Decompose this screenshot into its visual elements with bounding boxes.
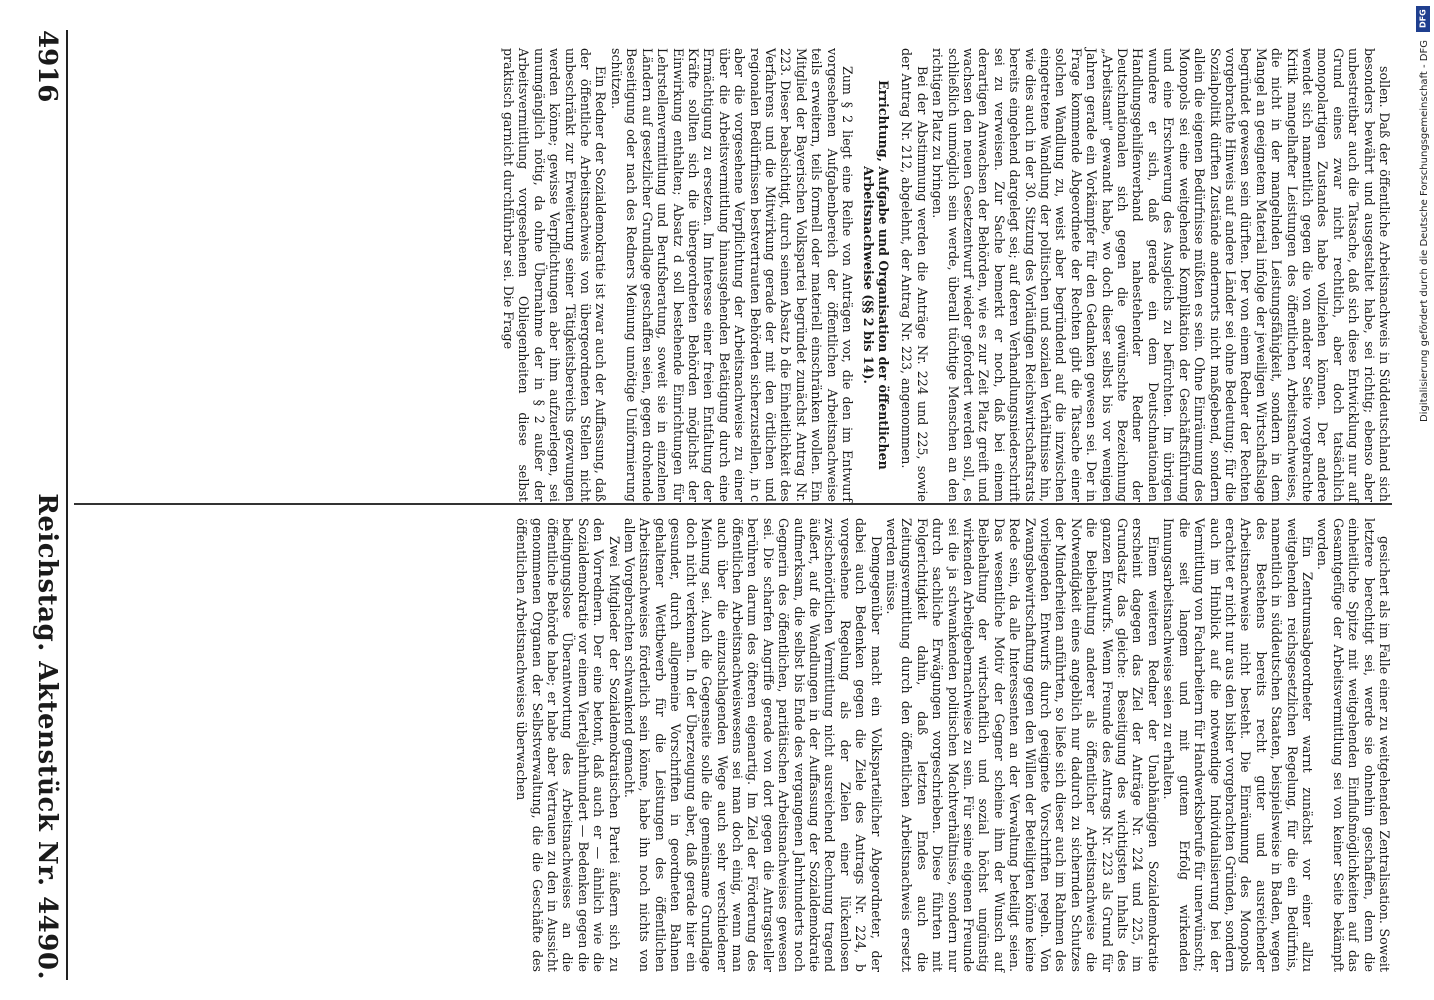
paragraph: Zwei Mitglieder der Sozialdemokratischen Partei äußern sich zu den Vorrednern. Der eine betont, daß auch er — ähnlich wie die Sozialdemokratie vor einem Vierteljahrhundert — Bedenken gegen die bedingungslose Überantwortung des Arbeitsnachweises an die öffentliche Behörde habe; er habe aber Vertrauen zu den in Aussicht genommenen Organen der Selbstverwaltung, die die Geschäfte des öffentlichen Arbeitsnachweises überwachen [514, 518, 622, 972]
section-heading: Errichtung, Aufgabe und Organisation der öffentlichen Arbeitsnachweise (§§ 2 bis 14). [861, 80, 891, 470]
paragraph: Zum § 2 liegt eine Reihe von Anträgen vor, die den im Entwurf vorgesehenen Aufgabenbereich der öffentlichen Arbeitsnachweise teils erweitern, teils formell oder materiell einschränken wollen. Ein Mitglied der Bayerischen Volkspartei begründet zunächst Antrag Nr. 223. Dieser beabsichtigt, durch seinen Absatz b die Einheitlichkeit des Verfahrens und die Mitwirkung gerade der mit den örtlichen und regionalen Bedürfnissen bestvertrauten Behörden sicherzustellen, in c aber die vorgesehene Verpflichtung der Arbeitsnachweise zu einer über die Arbeitsvermittlung hinausgehenden Betätigung durch eine Ermächtigung zu ersetzen. Im Interesse einer freien Entfaltung der Kräfte sollten sich die übergeordneten Behörden möglichst der Einwirkung enthalten; Absatz d soll bestehende Einrichtungen für Lehrstellenvermittlung und Berufsberatung, soweit sie in einzelnen Ländern auf gesetzlicher Grundlage geschaffen seien, gegen drohende Beseitigung oder nach des Redners Meinung unnötige Uniformierung schützen. [608, 48, 855, 502]
header-rule [66, 30, 68, 980]
page-number: 4916 [32, 30, 62, 103]
paragraph: Einem weiteren Redner der Unabhängigen Sozialdemokratie erscheint dagegen das Ziel der Anträge Nr. 224 und 225, im Grundsatz das gleiche: Beseitigung des wichtigsten Inhalts des ganzen Entwurfs. Wenn Freunde des Antrags Nr. 223 als Grund für die Beibehaltung anderer als öffentlicher Arbeitsnachweise die Notwendigkeit eines angeblich nur dadurch zu sichernden Schutzes der Minderheiten anführten, so ließe sich dieser auch im Rahmen des vorliegenden Entwurfs durch geeignete Vorschriften regeln. Von Zwangsbewirtschaftung gegen den Willen der Beteiligten könne keine Rede sein, da alle Interessenten an der Verwaltung beteiligt seien. Das wesentliche Motiv der Gegner scheine ihm der Wunsch auf Beibehaltung der wirtschaftlich und sozial höchst ungünstig wirkenden Arbeitgebernachweise zu sein. Für seine eigenen Freunde sei die ja schwankenden politischen Machtverhältnisse, sondern nur durch sachliche Erwägungen vorgeschrieben. Diese führten mit Folgerichtigkeit dahin, daß letzten Endes auch die Zeitungsvermittlung durch den öffentlichen Arbeitsnachweis ersetzt werden müsse. [884, 518, 1161, 972]
digitization-credit: Digitalisierung gefördert durch die Deutsche Forschungsgemeinschaft - DFG [1419, 40, 1430, 423]
right-column [74, 40, 1392, 510]
paragraph: sollen. Daß der öffentliche Arbeitsnachweis in Süddeutschland sich besonders bewährt und ausgestaltet habe, sei richtig; ebenso aber unbestreitbar auch die Tatsache, daß sich diese Entwicklung nur auf Grund eines zwar nicht rechtlich, aber doch tatsächlich monopolartigen Zustandes habe vollziehen können. Der andere wendet sich namentlich gegen die von anderer Seite vorgebrachte Kritik mangelhafter Leistungen des öffentlichen Arbeitsnachweises, die nicht in der mangelnden Leistungsfähigkeit, sondern in dem Mangel an geeignetem Material infolge der jeweiligen Wirtschaftslage begründet gewesen sein dürften. Der von einem Redner der Rechten vorgebrachte Hinweis auf andere Länder sei ohne Bedeutung; für die Sozialpolitik dürften Zustände andernorts nicht maßgebend, sondern allein die eigenen Bedürfnisse müßten es sein. Ohne Einräumung des Monopols sei eine weitgehende Komplikation der Geschäftsführung und eine Erschwerung des Ausgleichs zu befürchten. Im übrigen wundere er sich, daß gerade ein dem Deutschnationalen Handlungsgehilfenverband nahestehender Redner der Deutschnationalen sich gegen die gewünschte Bezeichnung „Arbeitsamt" gewandt habe, wo doch dieser selbst bis vor wenigen Jahren gerade ein Vorkämpfer für den Gedanken gewesen sei. Der in Frage kommende Abgeordnete der Rechten gibt die Tatsache einer solchen Wandlung zu, weist aber begründend auf die inzwischen eingetretene Wandlung der politischen und sozialen Verhältnisse hin, wie dies auch in der 30. Sitzung des Vorläufigen Reichswirtschaftsrats bereits eingehend dargelegt sei; auf deren Verhandlungsniederschrift sei zu verweisen. Zur Sache bemerkt er noch, daß bei einem derartigen Anwachsen der Behörden, wie es zur Zeit Platz greift und wachsen den neuen Gesetzentwurf wieder gefordert werden soll, es schließlich unmöglich sein werde, überall tüchtige Menschen an den richtigen Platz zu bringen. [930, 48, 1392, 502]
running-head: Reichstag. Aktenstück Nr. 4490. [32, 493, 62, 980]
paragraph: Demgegenüber macht ein Volksparteilicher Abgeordneter, der dabei auch Bedenken gegen die Ziele des Antrags Nr. 224, b vorgesehene Regelung als der Zielen einer lückenlosen zwischenörtlichen Vermittlung nicht ausreichend Rechnung tragend äußert, auf die Wandlungen in der Auffassung der Sozialdemokratie aufmerksam, die selbst bis Ende des vergangenen Jahrhunderts noch Gegnerin des öffentlichen, paritätischen Arbeitsnachweises gewesen sei. Die scharfen Angriffe gerade von dort gegen die Antragsteller berühren darum des öfteren eigenartig. Im Ziel der Förderung des öffentlichen Arbeitsnachweiswesens sei man doch einig, wenn man auch über die einzuschlagenden Wege auch sehr verschiedener Meinung sei. Auch die Gegenseite solle die gemeinsame Grundlage doch nicht verkennen. In der Überzeugung aber, daß gerade hier ein gesunder, durch allgemeine Vorschriften in geordneten Bahnen gehaltener Wettbewerb für die Leistungen des öffentlichen Arbeitsnachweises förderlich sein könne, habe ihn noch nichts von allem Vorgebrachten schwankend gemacht. [622, 518, 884, 972]
left-column [74, 510, 1392, 980]
paragraph: gesichert als im Falle einer zu weitgehenden Zentralisation. Soweit letztere berechtigt sei, werde sie ohnehin geschaffen, denn die einheitliche Spitze mit weitgehenden Einflußmöglichkeiten auf das Gesamtgefüge der Arbeitsvermittlung sei von keiner Seite bekämpft worden. [1315, 518, 1392, 972]
page-header [22, 30, 62, 980]
paragraph: Ein Zentrumsabgeordneter warnt zunächst vor einer allzu weitgehenden reichsgesetzlichen Regelung, für die ein Bedürfnis, namentlich in süddeutschen Staaten, beispielsweise in Baden, wegen des Bestehens bereits recht guter und ausreichender Arbeitsnachweise nicht besteht. Die Einräumung des Monopols erachtet er nicht nur aus den bisher vorgebrachten Gründen, sondern auch im Hinblick auf die notwendige Individualisierung bei der Vermittlung von Facharbeitern für Handwerksberufe für unerwünscht; die seit langem und mit gutem Erfolg wirkenden Innungsarbeitsnachweise seien zu erhalten. [1161, 518, 1315, 972]
column-divider [74, 503, 1392, 505]
text-columns [74, 30, 1392, 980]
credit-strip [1412, 0, 1434, 1000]
dfg-logo-icon: DFG [1416, 6, 1430, 32]
paragraph: Bei der Abstimmung werden die Anträge Nr. 224 und 225, sowie der Antrag Nr. 212, abgelehnt, der Antrag Nr. 223, angenommen. [899, 48, 930, 502]
paragraph: Ein Redner der Sozialdemokratie ist zwar auch der Auffassung, daß der öffentliche Arbeitsnachweis von übergeordneten Stellen nicht unbeschränkt zur Erweiterung seiner Tätigkeitsbereichs gezwungen werden könne; gewisse Verpflichtungen aber ihm aufzuerlegen, sei unumgänglich nötig, da ohne Übernahme der in § 2 außer der Arbeitsvermittlung vorgesehenen Obliegenheiten diese selbst praktisch garnicht durchführbar sei. Die Frage [501, 48, 609, 502]
